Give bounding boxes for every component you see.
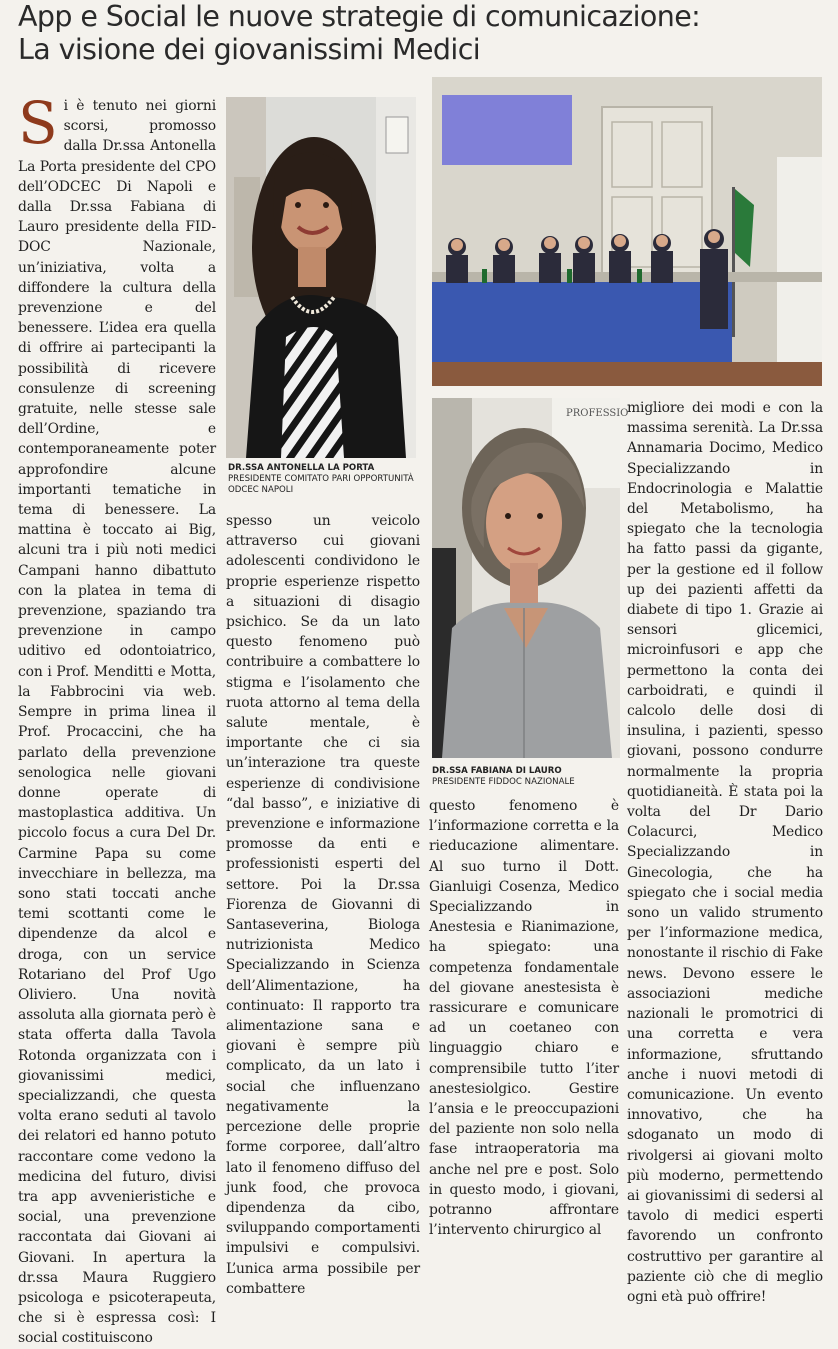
article-column-3: questo fenomeno è l’informazione corretta e la rieducazione alimentare. Al suo turno il Dott. Gianluigi Cosenza, Medico Specializzando in Anestesia e Rianimazione, ha spiegato: una competenza fondamentale del giovane anestesista è rassicurare e comunicare ad un coetaneo con linguaggio chiaro e comprensibile tutto l’iter anestesiolgico. Gestire l’ansia e le preoccupazioni del paziente non solo nella fase intraoperatoria ma anche nel pre e post. Solo in questo modo, i giovani, potranno affrontare l’intervento chirurgico al <box>429 798 619 1239</box>
caption-la-porta-role: PRESIDENTE COMITATO PARI OPPORTUNITÀ ODCEC NAPOLI <box>228 474 414 495</box>
caption-la-porta-name: DR.SSA ANTONELLA LA PORTA <box>228 463 375 473</box>
poster-text: PROFESSIO <box>566 408 629 419</box>
photo-antonella-la-porta <box>226 97 416 458</box>
article-column-4: migliore dei modi e con la massima serenità. La Dr.ssa Annamaria Docimo, Medico Specializzando in Endocrinologia e Malattie del Metabolismo, ha spiegato che la tecnologia ha fatto passi da gigante, per la gestione ed il follow up dei pazienti affetti da diabete di tipo 1. Grazie ai sensori glicemici, microinfusori e app che permettono la conta dei carboidrati, e quindi il calcolo delle dosi di insulina, i pazienti, spesso giovani, possono condurre normalmente la propria quotidianeità. È stata poi la volta del Dr Dario Colacurci, Medico Specializzando in Ginecologia, che ha spiegato che i social media sono un valido strumento per l’informazione medica, nonostante il rischio di Fake news. Devono essere le associazioni mediche nazionali le promotrici di una corretta e vera informazione, sfruttando anche i nuovi metodi di comunicazione. Un evento innovativo, che ha sdoganato un modo di rivolgersi ai giovani molto più moderno, permettendo ai giovanissimi di sedersi al tavolo di medici esperti favorendo un confronto costruttivo per garantire al paziente ciò che di meglio ogni età può offrire! <box>627 400 823 1305</box>
headline-line-2: La visione dei giovanissimi Medici <box>18 33 481 66</box>
drop-cap: S <box>18 89 58 157</box>
caption-la-porta <box>228 463 418 496</box>
article-headline <box>18 0 828 66</box>
photo-fabiana-di-lauro <box>432 398 629 758</box>
article-column-1 <box>18 89 216 1347</box>
column-1-text: i è tenuto nei giorni scorsi, promosso dalla Dr.ssa Antonella La Porta presidente del CPO dell’ODCEC Di Napoli e dalla Dr.ssa Fabiana di Lauro presidente della FID-DOC Nazionale, un’iniziativa, volta a diffondere la cultura della prevenzione e del benessere. L’idea era quella di offrire ai partecipanti la possibilità di ricevere consulenze di screening gratuite, nelle stesse sale dell’Ordine, e contemporaneamente poter approfondire alcune importanti tematiche in tema di benessere. La mattina è toccato ai Big, alcuni tra i più noti medici Campani hanno dibattuto con la platea in tema di prevenzione, spaziando tra prevenzione in campo uditivo ed odontoiatrico, con i Prof. Menditti e Motta, la Fabbrocini via web. Sempre in prima linea il Prof. Procaccini, che ha parlato della prevenzione senologica nelle giovani donne operate di mastoplastica additiva. Un piccolo focus a cura Del Dr. Carmine Papa su come invecchiare in bellezza, ma sono stati toccati anche temi scottanti come le dipendenze da alcol e droga, con un service Rotariano del Prof Ugo Oliviero. Una novità assoluta alla giornata però è stata offerta dalla Tavola Rotonda organizzata con i giovanissimi medici, specializzandi, che questa volta erano seduti al tavolo dei relatori ed hanno potuto raccontare come vedono la medicina del futuro, divisi tra app avvenieristiche e social, una prevenzione raccontata dai Giovani ai Giovani. In apertura la dr.ssa Maura Ruggiero psicologa e psicoterapeuta, che si è espressa così: I social costituiscono <box>18 98 216 1347</box>
photo-round-table <box>432 77 822 386</box>
headline-line-1: App e Social le nuove strategie di comunicazione: <box>18 0 701 33</box>
caption-di-lauro-role: PRESIDENTE FIDDOC NAZIONALE <box>432 777 575 787</box>
article-column-2: spesso un veicolo attraverso cui giovani adolescenti condividono le proprie esperienze rispetto a situazioni di disagio psichico. Se da un lato questo fenomeno può contribuire a combattere lo stigma e l’isolamento che ruota attorno al tema della salute mentale, è importante che ci sia un’interazione tra queste esperienze di condivisione “dal basso”, e iniziative di prevenzione e informazione promosse da enti e professionisti esperti del settore. Poi la Dr.ssa Fiorenza de Giovanni di Santaseverina, Biologa nutrizionista Medico Specializzando in Scienza dell’Alimentazione, ha continuato: Il rapporto tra alimentazione sana e giovani è sempre più complicato, da un lato i social che influenzano negativamente la percezione delle proprie forme corporee, dall’altro lato il fenomeno diffuso del junk food, che provoca dipendenza da cibo, sviluppando comportamenti impulsivi e compulsivi. L’unica arma possibile per combattere <box>226 513 420 1297</box>
caption-di-lauro <box>432 766 622 788</box>
caption-di-lauro-name: DR.SSA FABIANA DI LAURO <box>432 766 562 776</box>
